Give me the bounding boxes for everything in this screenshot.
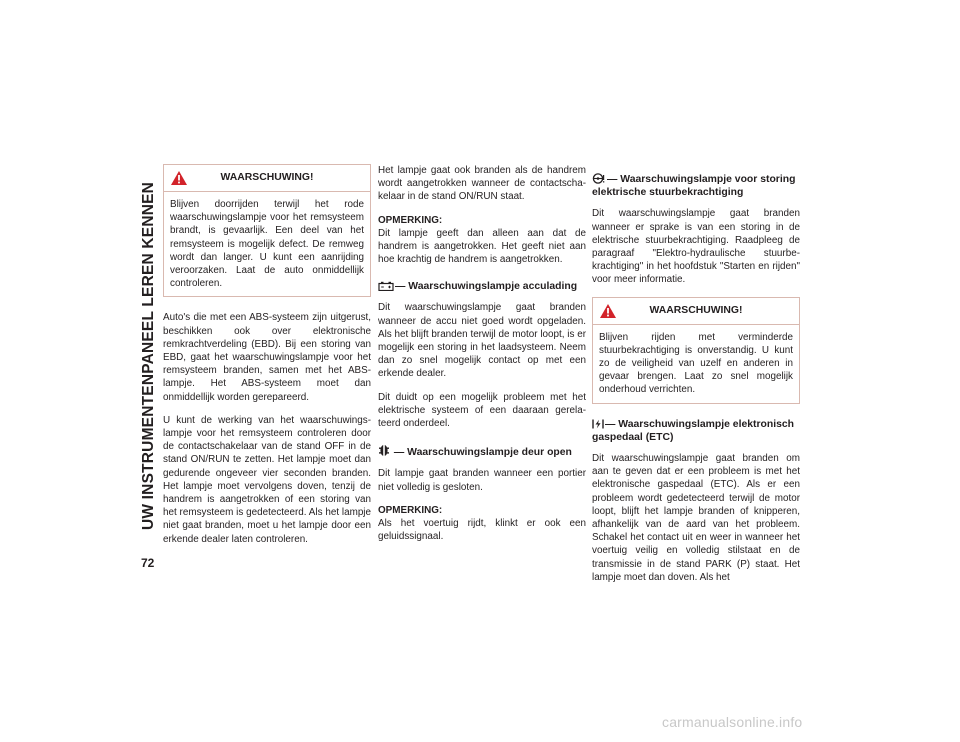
column-middle: [378, 164, 586, 553]
paragraph-power-steering: Dit waarschuwingslampje gaat branden wanneer er sprake is van een storing in de elektrische stuurbekrachtiging. Raadpleeg de paragraaf "Elektro-hydraulische stuurbekrachtiging" in het hoofdstuk "Starten en rijden" voor meer informatie.: [592, 208, 800, 286]
warning-title: WAARSCHUWING!: [649, 304, 743, 316]
heading-door-open: [378, 444, 586, 459]
column-left: [163, 164, 371, 556]
warning-header: [164, 165, 370, 192]
chapter-title: UW INSTRUMENTENPANEEL LEREN KENNEN: [140, 181, 157, 531]
battery-icon: [378, 281, 394, 291]
warning-text: Blijven doorrijden terwijl het rode waarschuwingslampje voor het remsysteem brandt, is gevaarlijk. Een deel van het remsysteem is mogelijk defect. De remweg wordt dan langer. U kunt een aanrijding veroorzaken. Laat de auto onmiddellijk controleren.: [170, 199, 364, 290]
heading-power-steering: [592, 172, 800, 199]
chapter-side-tab: [138, 170, 160, 542]
page-number: 72: [141, 556, 155, 570]
warning-title: WAARSCHUWING!: [220, 172, 314, 183]
warning-box-brakes: [163, 164, 371, 297]
note-label: OPMERKING:: [378, 214, 443, 226]
note-text-handbrake: Dit lampje geeft dan alleen aan dat de handrem is aangetrokken. Het geeft niet aan hoe krachtig de handrem is aangetrokken.: [378, 227, 586, 266]
note-text-door: Als het voertuig rijdt, klinkt er ook een geluidssignaal.: [378, 517, 586, 543]
heading-text: — Waarschuwingslampje elektronisch gaspedaal (ETC): [592, 418, 795, 443]
warning-text: Blijven rijden met verminderde stuurbekrachtiging is onverstandig. U kunt zo de veiligheid van uzelf en anderen in gevaar brengen. Laat zo snel mogelijk onderhoud verrichten.: [599, 331, 793, 396]
heading-text: — Waarschuwingslampje voor storing elektrische stuurbekrachtiging: [592, 174, 796, 199]
paragraph-brake-lamp-check: U kunt de werking van het waarschuwingslampje voor het remsysteem controleren door de contactschakelaar van de stand OFF in de stand ON/RUN te zetten. Het lampje moet dan gedurende ongeveer vier seconden branden. Het lampje moet vervolgens doven, tenzij de handrem is aangetrokken of een storing van het remsysteem is gedetecteerd. Als het lampje niet gaat branden, moet u het lampje door een erkende dealer laten controleren.: [163, 414, 371, 545]
heading-etc: [592, 418, 800, 444]
paragraph-etc: Dit waarschuwingslampje gaat branden om aan te geven dat er een probleem is met het elektronische gaspedaal (ETC). Als er een probleem wordt gedetecteerd terwijl de motor loopt, blijft het lampje branden of knipperen, afhankelijk van de aard van het probleem. Schakel het contact uit en weer in wanneer het voertuig veilig en volledig stilstaat en de transmissie in de stand PARK (P) staat. Het lampje moet dan doven. Als het: [592, 453, 800, 583]
watermark: carmanualsonline.info: [662, 714, 803, 730]
column-right: [592, 164, 800, 594]
note-label: OPMERKING:: [378, 504, 443, 516]
paragraph-handbrake: Het lampje gaat ook branden als de handrem wordt aangetrokken wanneer de contactschakelaar in de stand ON/RUN staat.: [378, 165, 586, 203]
warning-triangle-icon: [170, 170, 188, 186]
paragraph-electrical: Dit duidt op een mogelijk probleem met het elektrische systeem of een daaraan gerelateerd onderdeel.: [378, 391, 586, 430]
warning-triangle-icon: [599, 303, 617, 319]
warning-header: [593, 298, 799, 325]
etc-lightning-icon: [592, 419, 604, 429]
heading-text: — Waarschuwingslampje deur open: [391, 447, 572, 459]
paragraph-battery: Dit waarschuwingslampje gaat branden wanneer de accu niet goed wordt opgeladen. Als het blijft branden terwijl de motor loopt, is er mogelijk een storing in het laadsysteem. Neem dan zo snel mogelijk contact op met een erkende dealer.: [378, 302, 586, 380]
paragraph-ebd: Auto's die met een ABS-systeem zijn uitgerust, beschikken ook over elektronische remkrachtverdeling (EBD). Bij een storing van EBD, gaat het waarschuwingslampje voor het remsysteem branden, samen met het ABS-lampje. Het ABS-systeem moet dan onmiddellijk worden gerepareerd.: [163, 312, 371, 403]
steering-wheel-icon: [592, 172, 606, 184]
paragraph-door: Dit lampje gaat branden wanneer een portier niet volledig is gesloten.: [378, 468, 586, 493]
heading-battery-charge: [378, 280, 586, 293]
door-open-icon: [378, 444, 390, 457]
warning-box-steering: [592, 297, 800, 404]
heading-text: — Waarschuwingslampje acculading: [395, 281, 578, 293]
